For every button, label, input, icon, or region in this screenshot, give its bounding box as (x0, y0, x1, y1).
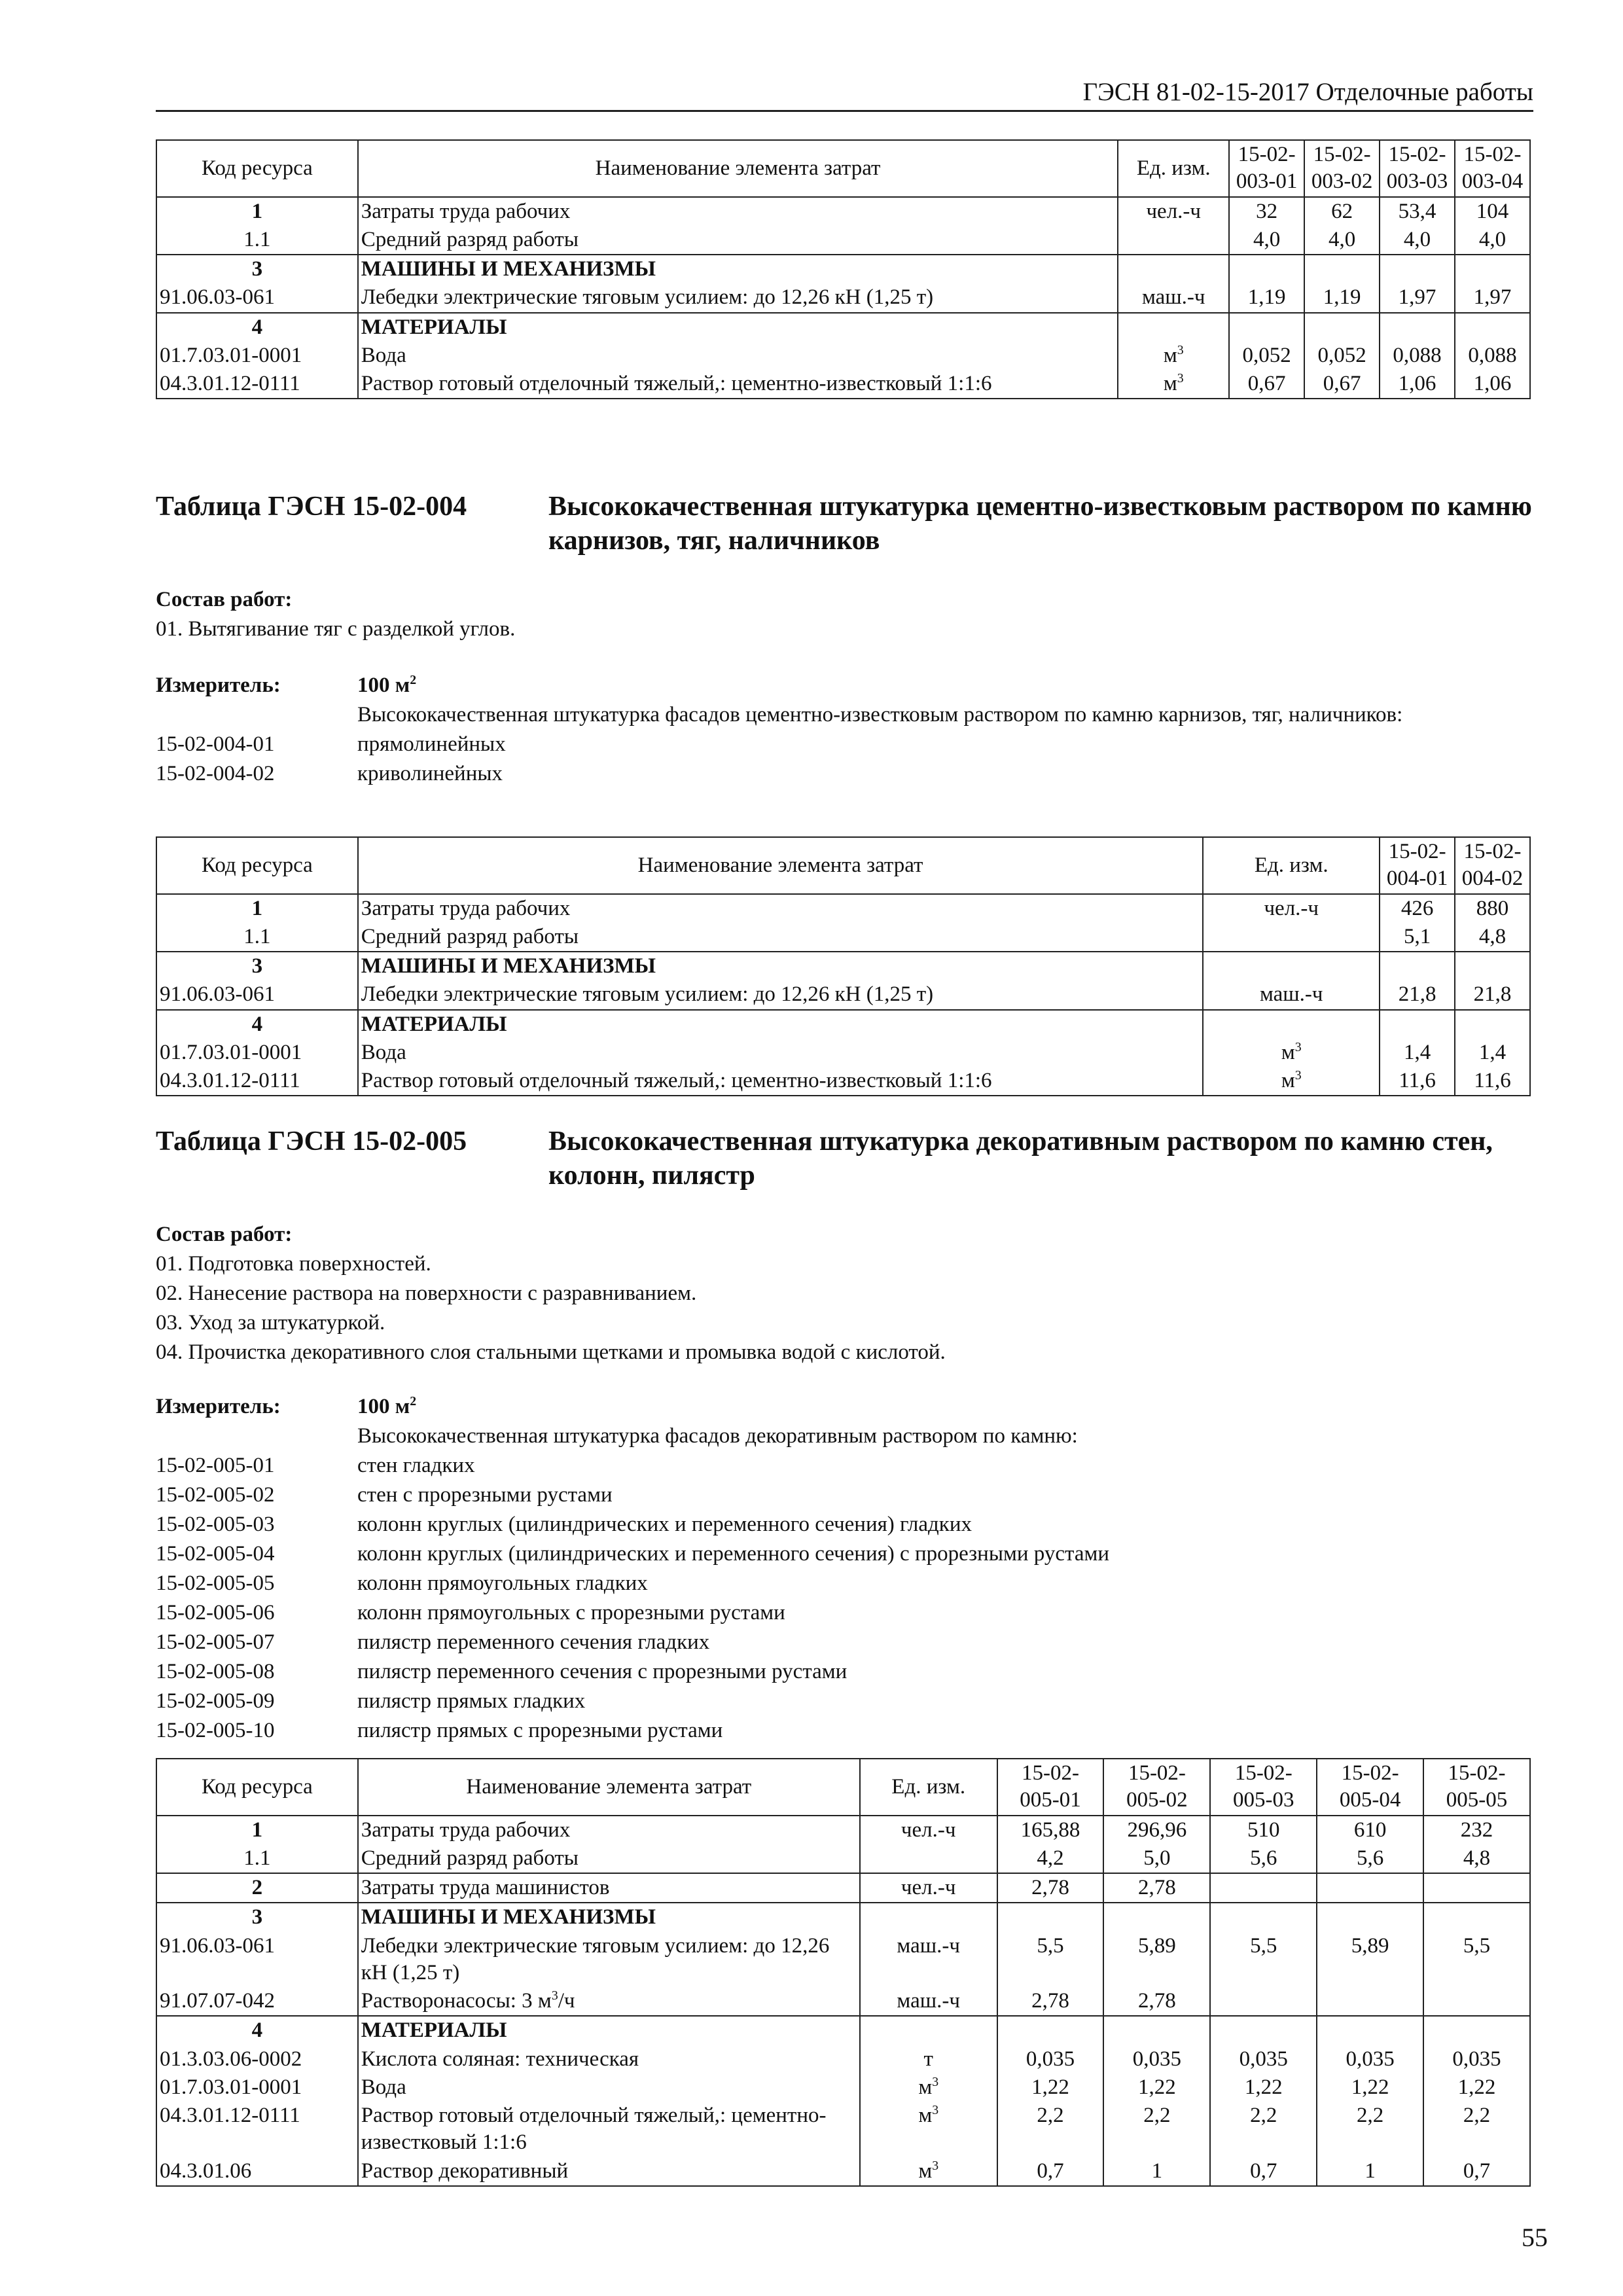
value-cell (1380, 313, 1455, 342)
name-header: Наименование элемента затрат (358, 140, 1118, 197)
header-row (156, 140, 1530, 197)
table-row (156, 2102, 1530, 2157)
table-row (156, 370, 1530, 399)
unit-cell: маш.-ч (860, 1987, 997, 2016)
name-cell: Средний разряд работы (358, 1844, 860, 1873)
value-cell: 0,7 (1210, 2157, 1317, 2186)
unit-cell: чел.-ч (1203, 894, 1380, 923)
measure-block-15-02-005 (156, 1392, 1530, 1746)
code-cell: 01.3.03.06-0002 (156, 2045, 358, 2073)
unit-cell: $м^3$ (1118, 342, 1229, 370)
value-cell: 32 (1229, 197, 1304, 226)
column-header: 15-02- 005-03 (1210, 1759, 1317, 1816)
measure-item (156, 1716, 1530, 1746)
value-cell (1423, 1987, 1530, 2016)
code-cell: 04.3.01.06 (156, 2157, 358, 2186)
code-cell: 1 (156, 1816, 358, 1844)
unit-header: Ед. изм. (860, 1759, 997, 1816)
name-cell: МАШИНЫ И МЕХАНИЗМЫ (358, 952, 1204, 980)
table-row (156, 2157, 1530, 2186)
running-header (156, 77, 1533, 112)
column-header: 15-02- 003-04 (1455, 140, 1530, 197)
work-item: 03. Уход за штукатуркой. (156, 1311, 385, 1335)
item-code: 15-02-004-02 (156, 762, 275, 785)
value-cell: 880 (1455, 894, 1530, 923)
unit-cell: маш.-ч (1118, 283, 1229, 312)
value-cell: 5,6 (1317, 1844, 1423, 1873)
unit-cell: чел.-ч (860, 1873, 997, 1903)
unit-cell: маш.-ч (860, 1932, 997, 1988)
code-cell: 2 (156, 1873, 358, 1903)
value-cell: 0,67 (1304, 370, 1380, 399)
unit-cell: т (860, 2045, 997, 2073)
measure-description: Высококачественная штукатурка фасадов декоративным раствором по камню: (357, 1424, 1078, 1448)
value-cell: 510 (1210, 1816, 1317, 1844)
name-header: Наименование элемента затрат (358, 1759, 860, 1816)
unit-header: Ед. изм. (1118, 140, 1229, 197)
work-item: 02. Нанесение раствора на поверхности с разравниванием. (156, 1282, 697, 1305)
code-cell: 01.7.03.01-0001 (156, 2073, 358, 2102)
name-cell: МАТЕРИАЛЫ (358, 2016, 860, 2045)
code-header: Код ресурса (156, 1759, 358, 1816)
name-cell: Затраты труда машинистов (358, 1873, 860, 1903)
code-cell: 91.06.03-061 (156, 980, 358, 1009)
table-row (156, 313, 1530, 342)
value-cell: 1,06 (1455, 370, 1530, 399)
measure-item (156, 1657, 1530, 1687)
measure-block-15-02-004 (156, 671, 1530, 789)
value-cell (1229, 255, 1304, 283)
page-number: 55 (1522, 2223, 1548, 2252)
value-cell: 1,22 (1210, 2073, 1317, 2102)
value-cell: 2,2 (1210, 2102, 1317, 2157)
name-cell: Раствор декоративный (358, 2157, 860, 2186)
code-cell: 1.1 (156, 923, 358, 952)
item-code: 15-02-005-01 (156, 1454, 275, 1477)
unit-cell: маш.-ч (1203, 980, 1380, 1009)
measure-item (156, 1687, 1530, 1716)
value-cell: 1,22 (1317, 2073, 1423, 2102)
value-cell: 1,97 (1380, 283, 1455, 312)
column-header: 15-02- 005-04 (1317, 1759, 1423, 1816)
item-code: 15-02-005-07 (156, 1630, 275, 1654)
table-row (156, 1932, 1530, 1988)
name-cell: Лебедки электрические тяговым усилием: до 12,26 кН (1,25 т) (358, 980, 1204, 1009)
code-cell: 91.07.07-042 (156, 1987, 358, 2016)
name-cell: Кислота соляная: техническая (358, 2045, 860, 2073)
code-cell: 01.7.03.01-0001 (156, 1039, 358, 1067)
value-cell: 296,96 (1103, 1816, 1210, 1844)
value-cell (1229, 313, 1304, 342)
value-cell: 4,0 (1229, 226, 1304, 255)
item-name: колонн прямоугольных с прорезными рустами (357, 1601, 785, 1624)
table-label-15-02-005: Таблица ГЭСН 15-02-005 (156, 1126, 467, 1157)
value-cell: 2,78 (1103, 1873, 1210, 1903)
value-cell: 2,78 (997, 1873, 1104, 1903)
value-cell (1103, 2016, 1210, 2045)
value-cell: 0,035 (1103, 2045, 1210, 2073)
measure-description: Высококачественная штукатурка фасадов цементно-известковым раствором по камню карнизов, тяг, наличников: (357, 703, 1403, 726)
value-cell: 62 (1304, 197, 1380, 226)
item-code: 15-02-004-01 (156, 732, 275, 756)
value-cell: 4,8 (1423, 1844, 1530, 1873)
value-cell: 1 (1103, 2157, 1210, 2186)
value-cell: 0,035 (997, 2045, 1104, 2073)
table-row (156, 342, 1530, 370)
measure-item (156, 1628, 1530, 1657)
item-code: 15-02-005-08 (156, 1660, 275, 1683)
table-row (156, 1816, 1530, 1844)
value-cell: 5,6 (1210, 1844, 1317, 1873)
code-cell: 3 (156, 1903, 358, 1931)
measure-item (156, 1569, 1530, 1598)
value-cell: 2,2 (997, 2102, 1104, 2157)
item-name: прямолинейных (357, 732, 506, 756)
table-row (156, 2073, 1530, 2102)
value-cell (1423, 1903, 1530, 1931)
name-cell: Затраты труда рабочих (358, 197, 1118, 226)
measure-label: Измеритель: (156, 1395, 281, 1418)
unit-cell: $м^3$ (860, 2102, 997, 2157)
code-header: Код ресурса (156, 140, 358, 197)
work-label: Состав работ: (156, 588, 293, 611)
value-cell: 5,5 (1210, 1932, 1317, 1988)
value-cell: 0,035 (1210, 2045, 1317, 2073)
value-cell (1455, 313, 1530, 342)
code-cell: 3 (156, 255, 358, 283)
value-cell: 1,97 (1455, 283, 1530, 312)
unit-cell: $м^3$ (860, 2157, 997, 2186)
value-cell (1317, 1903, 1423, 1931)
value-cell: 5,89 (1103, 1932, 1210, 1988)
code-cell: 4 (156, 313, 358, 342)
measure-value: 100 $м^2$ (357, 673, 417, 697)
value-cell: 5,0 (1103, 1844, 1210, 1873)
unit-cell: чел.-ч (1118, 197, 1229, 226)
value-cell: 21,8 (1380, 980, 1455, 1009)
item-name: колонн круглых (цилиндрических и переменного сечения) гладких (357, 1513, 972, 1536)
value-cell: 4,0 (1380, 226, 1455, 255)
code-cell: 4 (156, 2016, 358, 2045)
column-header: 15-02- 005-02 (1103, 1759, 1210, 1816)
column-header: 15-02- 003-02 (1304, 140, 1380, 197)
value-cell: 610 (1317, 1816, 1423, 1844)
item-name: пилястр прямых с прорезными рустами (357, 1719, 723, 1742)
value-cell: 4,8 (1455, 923, 1530, 952)
item-name: колонн прямоугольных гладких (357, 1571, 648, 1595)
unit-cell (860, 1903, 997, 1931)
code-cell: 91.06.03-061 (156, 1932, 358, 1988)
value-cell (1210, 2016, 1317, 2045)
value-cell (1455, 1010, 1530, 1039)
header-row (156, 1759, 1530, 1816)
value-cell: 1,22 (997, 2073, 1104, 2102)
value-cell: 1,22 (1423, 2073, 1530, 2102)
value-cell (1317, 1987, 1423, 2016)
value-cell: 2,2 (1317, 2102, 1423, 2157)
value-cell: 0,052 (1229, 342, 1304, 370)
name-cell: Растворонасосы: 3 $м^3/ч$ (358, 1987, 860, 2016)
table-label-15-02-004: Таблица ГЭСН 15-02-004 (156, 492, 467, 522)
header-row (156, 837, 1530, 894)
name-cell: Средний разряд работы (358, 923, 1204, 952)
value-cell: 0,035 (1317, 2045, 1423, 2073)
resource-table-15-02-004 (156, 836, 1531, 1096)
value-cell: 0,035 (1423, 2045, 1530, 2073)
code-cell: 1 (156, 894, 358, 923)
name-cell: Затраты труда рабочих (358, 894, 1204, 923)
code-cell: 91.06.03-061 (156, 283, 358, 312)
value-cell (1423, 1873, 1530, 1903)
value-cell (1455, 952, 1530, 980)
value-cell: 5,89 (1317, 1932, 1423, 1988)
unit-cell: $м^3$ (860, 2073, 997, 2102)
table-row (156, 226, 1530, 255)
table-row (156, 980, 1530, 1009)
value-cell (997, 1903, 1104, 1931)
name-cell: МАТЕРИАЛЫ (358, 1010, 1204, 1039)
item-code: 15-02-005-09 (156, 1689, 275, 1713)
value-cell: 1 (1317, 2157, 1423, 2186)
item-code: 15-02-005-10 (156, 1719, 275, 1742)
unit-cell (860, 2016, 997, 2045)
work-composition-15-02-005 (156, 1220, 1530, 1367)
name-cell: Раствор готовый отделочный тяжелый,: цементно-известковый 1:1:6 (358, 1067, 1204, 1096)
value-cell: 1,22 (1103, 2073, 1210, 2102)
value-cell (1317, 1873, 1423, 1903)
value-cell (1210, 1903, 1317, 1931)
value-cell: 2,2 (1103, 2102, 1210, 2157)
unit-cell (1118, 313, 1229, 342)
column-header: 15-02- 003-01 (1229, 140, 1304, 197)
column-header: 15-02- 004-02 (1455, 837, 1530, 894)
value-cell: 4,0 (1455, 226, 1530, 255)
value-cell: 5,5 (997, 1932, 1104, 1988)
value-cell: 1,19 (1229, 283, 1304, 312)
measure-item (156, 1451, 1530, 1480)
name-cell: МАШИНЫ И МЕХАНИЗМЫ (358, 1903, 860, 1931)
work-item: 01. Вытягивание тяг с разделкой углов. (156, 617, 516, 641)
code-cell: 4 (156, 1010, 358, 1039)
column-header: 15-02- 004-01 (1380, 837, 1455, 894)
item-code: 15-02-005-02 (156, 1483, 275, 1507)
item-name: колонн круглых (цилиндрических и переменного сечения) с прорезными рустами (357, 1542, 1110, 1566)
table-row (156, 1010, 1530, 1039)
measure-item (156, 1539, 1530, 1569)
name-cell: Лебедки электрические тяговым усилием: до 12,26 кН (1,25 т) (358, 1932, 860, 1988)
table-row (156, 923, 1530, 952)
name-cell: Вода (358, 2073, 860, 2102)
name-cell: Вода (358, 1039, 1204, 1067)
value-cell: 5,1 (1380, 923, 1455, 952)
value-cell: 1,06 (1380, 370, 1455, 399)
work-item: 04. Прочистка декоративного слоя стальными щетками и промывка водой с кислотой. (156, 1340, 946, 1364)
table-row (156, 283, 1530, 312)
running-header-text: ГЭСН 81-02-15-2017 Отделочные работы (1082, 78, 1533, 106)
value-cell (997, 2016, 1104, 2045)
measure-item (156, 730, 1530, 759)
table-row (156, 1844, 1530, 1873)
value-cell: 5,5 (1423, 1932, 1530, 1988)
value-cell: 1,4 (1455, 1039, 1530, 1067)
value-cell (1210, 1987, 1317, 2016)
value-cell: 232 (1423, 1816, 1530, 1844)
table-row (156, 1039, 1530, 1067)
column-header: 15-02- 005-05 (1423, 1759, 1530, 1816)
unit-cell (1118, 226, 1229, 255)
unit-header: Ед. изм. (1203, 837, 1380, 894)
code-cell: 1 (156, 197, 358, 226)
value-cell: 0,088 (1380, 342, 1455, 370)
name-cell: Затраты труда рабочих (358, 1816, 860, 1844)
value-cell: 426 (1380, 894, 1455, 923)
work-item: 01. Подготовка поверхностей. (156, 1252, 431, 1276)
value-cell: 11,6 (1380, 1067, 1455, 1096)
measure-label: Измеритель: (156, 673, 281, 697)
value-cell (1455, 255, 1530, 283)
code-cell: 1.1 (156, 226, 358, 255)
value-cell: 0,052 (1304, 342, 1380, 370)
item-name: стен гладких (357, 1454, 475, 1477)
value-cell: 21,8 (1455, 980, 1530, 1009)
value-cell: 165,88 (997, 1816, 1104, 1844)
table-title-15-02-004: Высококачественная штукатурка цементно-известковым раствором по камню карнизов, тяг, наличников (548, 492, 1532, 556)
name-cell: Средний разряд работы (358, 226, 1118, 255)
value-cell: 1,19 (1304, 283, 1380, 312)
table-row (156, 1903, 1530, 1931)
value-cell (1380, 952, 1455, 980)
name-cell: МАШИНЫ И МЕХАНИЗМЫ (358, 255, 1118, 283)
table-row (156, 2016, 1530, 2045)
resource-table-15-02-003 (156, 139, 1531, 399)
name-cell: Вода (358, 342, 1118, 370)
table-row (156, 197, 1530, 226)
item-code: 15-02-005-05 (156, 1571, 275, 1595)
resource-table-15-02-005 (156, 1758, 1531, 2187)
value-cell (1103, 1903, 1210, 1931)
item-code: 15-02-005-06 (156, 1601, 275, 1624)
item-name: пилястр прямых гладких (357, 1689, 586, 1713)
code-cell: 04.3.01.12-0111 (156, 2102, 358, 2157)
measure-value: 100 $м^2$ (357, 1394, 417, 1418)
measure-item (156, 1598, 1530, 1628)
code-cell: 3 (156, 952, 358, 980)
code-header: Код ресурса (156, 837, 358, 894)
name-header: Наименование элемента затрат (358, 837, 1204, 894)
column-header: 15-02- 003-03 (1380, 140, 1455, 197)
measure-item (156, 1480, 1530, 1510)
unit-cell (1203, 1010, 1380, 1039)
table-row (156, 894, 1530, 923)
code-cell: 01.7.03.01-0001 (156, 342, 358, 370)
table-row (156, 1987, 1530, 2016)
code-cell: 04.3.01.12-0111 (156, 1067, 358, 1096)
value-cell: 0,7 (997, 2157, 1104, 2186)
value-cell (1423, 2016, 1530, 2045)
table-row (156, 255, 1530, 283)
item-name: пилястр переменного сечения гладких (357, 1630, 710, 1654)
value-cell (1317, 2016, 1423, 2045)
value-cell (1304, 313, 1380, 342)
value-cell: 11,6 (1455, 1067, 1530, 1096)
value-cell (1380, 255, 1455, 283)
work-label: Состав работ: (156, 1223, 293, 1246)
unit-cell (1203, 923, 1380, 952)
value-cell: 4,0 (1304, 226, 1380, 255)
unit-cell: $м^3$ (1203, 1039, 1380, 1067)
measure-item (156, 1510, 1530, 1539)
value-cell: 0,67 (1229, 370, 1304, 399)
item-name: криволинейных (357, 762, 503, 785)
unit-cell (1203, 952, 1380, 980)
value-cell: 2,78 (1103, 1987, 1210, 2016)
name-cell: Раствор готовый отделочный тяжелый,: цементно-известковый 1:1:6 (358, 370, 1118, 399)
unit-cell (1118, 255, 1229, 283)
value-cell: 53,4 (1380, 197, 1455, 226)
unit-cell: $м^3$ (1203, 1067, 1380, 1096)
item-code: 15-02-005-03 (156, 1513, 275, 1536)
code-cell: 1.1 (156, 1844, 358, 1873)
value-cell: 0,7 (1423, 2157, 1530, 2186)
value-cell: 2,78 (997, 1987, 1104, 2016)
value-cell: 2,2 (1423, 2102, 1530, 2157)
table-row (156, 1067, 1530, 1096)
unit-cell (860, 1844, 997, 1873)
value-cell: 1,4 (1380, 1039, 1455, 1067)
column-header: 15-02- 005-01 (997, 1759, 1104, 1816)
unit-cell: $м^3$ (1118, 370, 1229, 399)
item-code: 15-02-005-04 (156, 1542, 275, 1566)
name-cell: Раствор готовый отделочный тяжелый,: цементно-известковый 1:1:6 (358, 2102, 860, 2157)
work-composition-15-02-004 (156, 585, 1530, 644)
item-name: пилястр переменного сечения с прорезными рустами (357, 1660, 847, 1683)
table-row (156, 952, 1530, 980)
table-row (156, 2045, 1530, 2073)
value-cell (1380, 1010, 1455, 1039)
value-cell (1210, 1873, 1317, 1903)
name-cell: МАТЕРИАЛЫ (358, 313, 1118, 342)
unit-cell: чел.-ч (860, 1816, 997, 1844)
value-cell: 104 (1455, 197, 1530, 226)
value-cell (1304, 255, 1380, 283)
measure-item (156, 759, 1530, 789)
item-name: стен с прорезными рустами (357, 1483, 613, 1507)
name-cell: Лебедки электрические тяговым усилием: до 12,26 кН (1,25 т) (358, 283, 1118, 312)
value-cell: 4,2 (997, 1844, 1104, 1873)
table-row (156, 1873, 1530, 1903)
code-cell: 04.3.01.12-0111 (156, 370, 358, 399)
table-title-15-02-005: Высококачественная штукатурка декоративным раствором по камню стен, колонн, пилястр (548, 1126, 1493, 1191)
value-cell: 0,088 (1455, 342, 1530, 370)
